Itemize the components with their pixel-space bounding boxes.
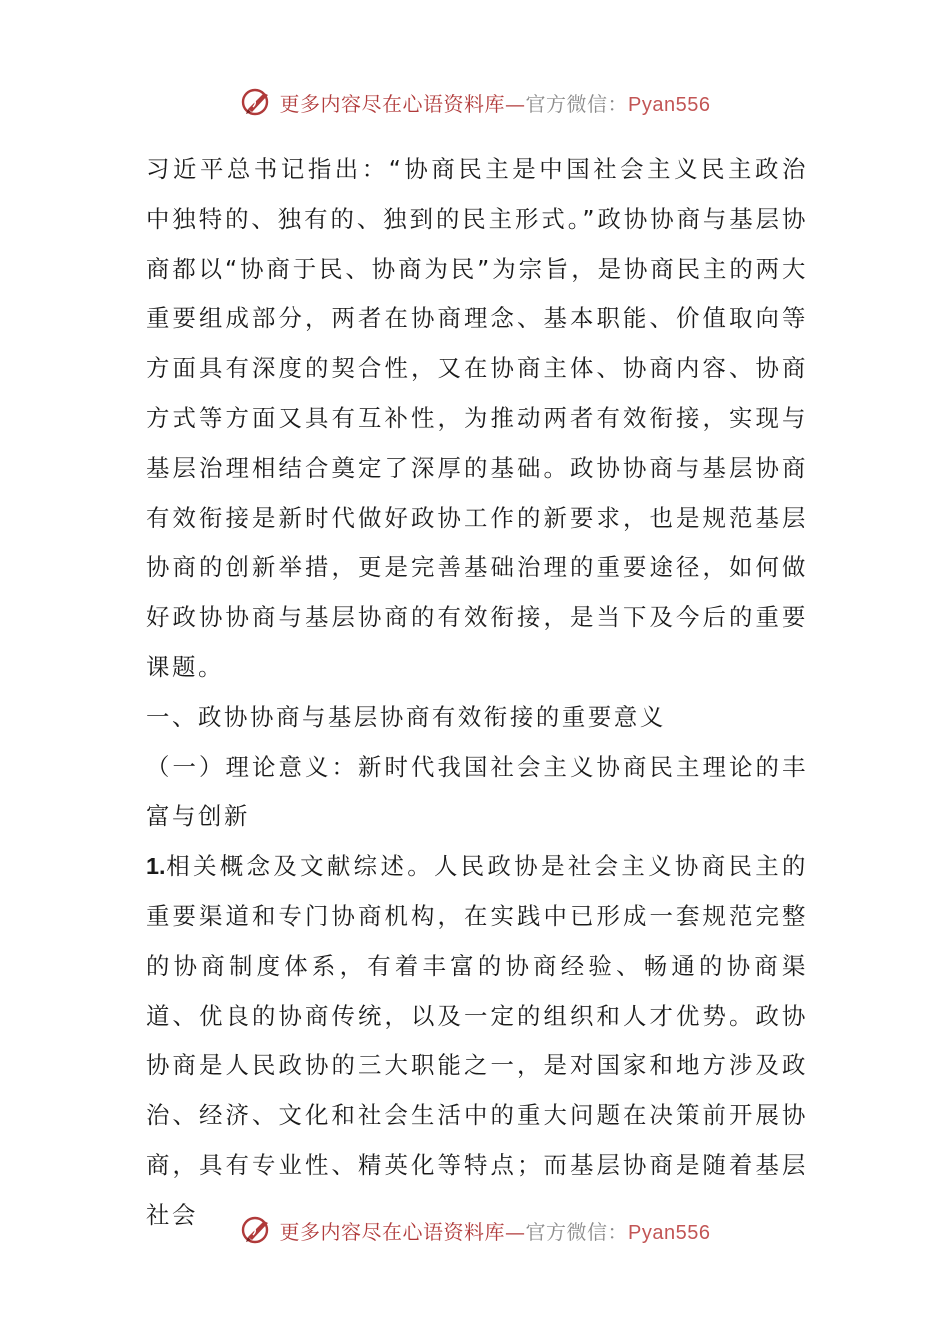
- section-heading-1: 一、政协协商与基层协商有效衔接的重要意义: [146, 702, 666, 731]
- banner-main-text: 更多内容尽在心语资料库—: [279, 91, 526, 116]
- banner-wechat-id: Pyan556: [628, 93, 711, 116]
- banner-text: [280, 88, 711, 117]
- document-body: [146, 145, 808, 1241]
- intro-paragraph: 习近平总书记指出：“协商民主是中国社会主义民主政治中独特的、独有的、独到的民主形式。”政协协商与基层协商都以“协商于民、协商为民”为宗旨，是协商民主的两大重要组成部分，两者在协商理念、基本职能、价值取向等方面具有深度的契合性，又在协商主体、协商内容、协商方式等方面又具有互补性，为推动两者有效衔接，实现与基层治理相结合奠定了深厚的基础。政协协商与基层协商有效衔接是新时代做好政协工作的新要求，也是规范基层协商的创新举措，更是完善基础治理的重要途径，如何做好政协协商与基层协商的有效衔接，是当下及今后的重要课题。: [146, 155, 808, 681]
- banner-wechat-label: 官方微信：: [525, 1219, 629, 1244]
- concept-paragraph-text: 相关概念及文献综述。人民政协是社会主义协商民主的重要渠道和专门协商机构，在实践中已形成一套规范完整的协商制度体系，有着丰富的协商经验、畅通的协商渠道、优良的协商传统，以及一定的组织和人才优势。政协协商是人民政协的三大职能之一，是对国家和地方涉及政治、经济、文化和社会生活中的重大问题在决策前开展协商，具有专业性、精英化等特点；而基层协商是随着基层社会: [146, 852, 808, 1229]
- pen-logo-icon: [240, 85, 274, 119]
- banner-wechat-id: Pyan556: [628, 1221, 711, 1244]
- concept-paragraph: [146, 842, 808, 1240]
- subsection-heading-1: （一）理论意义：新时代我国社会主义协商民主理论的丰富与创新: [146, 752, 808, 831]
- banner-text: [280, 1216, 711, 1245]
- pen-logo-icon: [240, 1213, 274, 1247]
- banner-wechat-label: 官方微信：: [525, 91, 629, 116]
- item-number: 1.: [146, 853, 166, 880]
- footer-watermark-banner: [0, 1208, 950, 1252]
- banner-main-text: 更多内容尽在心语资料库—: [279, 1219, 526, 1244]
- header-watermark-banner: [0, 80, 950, 124]
